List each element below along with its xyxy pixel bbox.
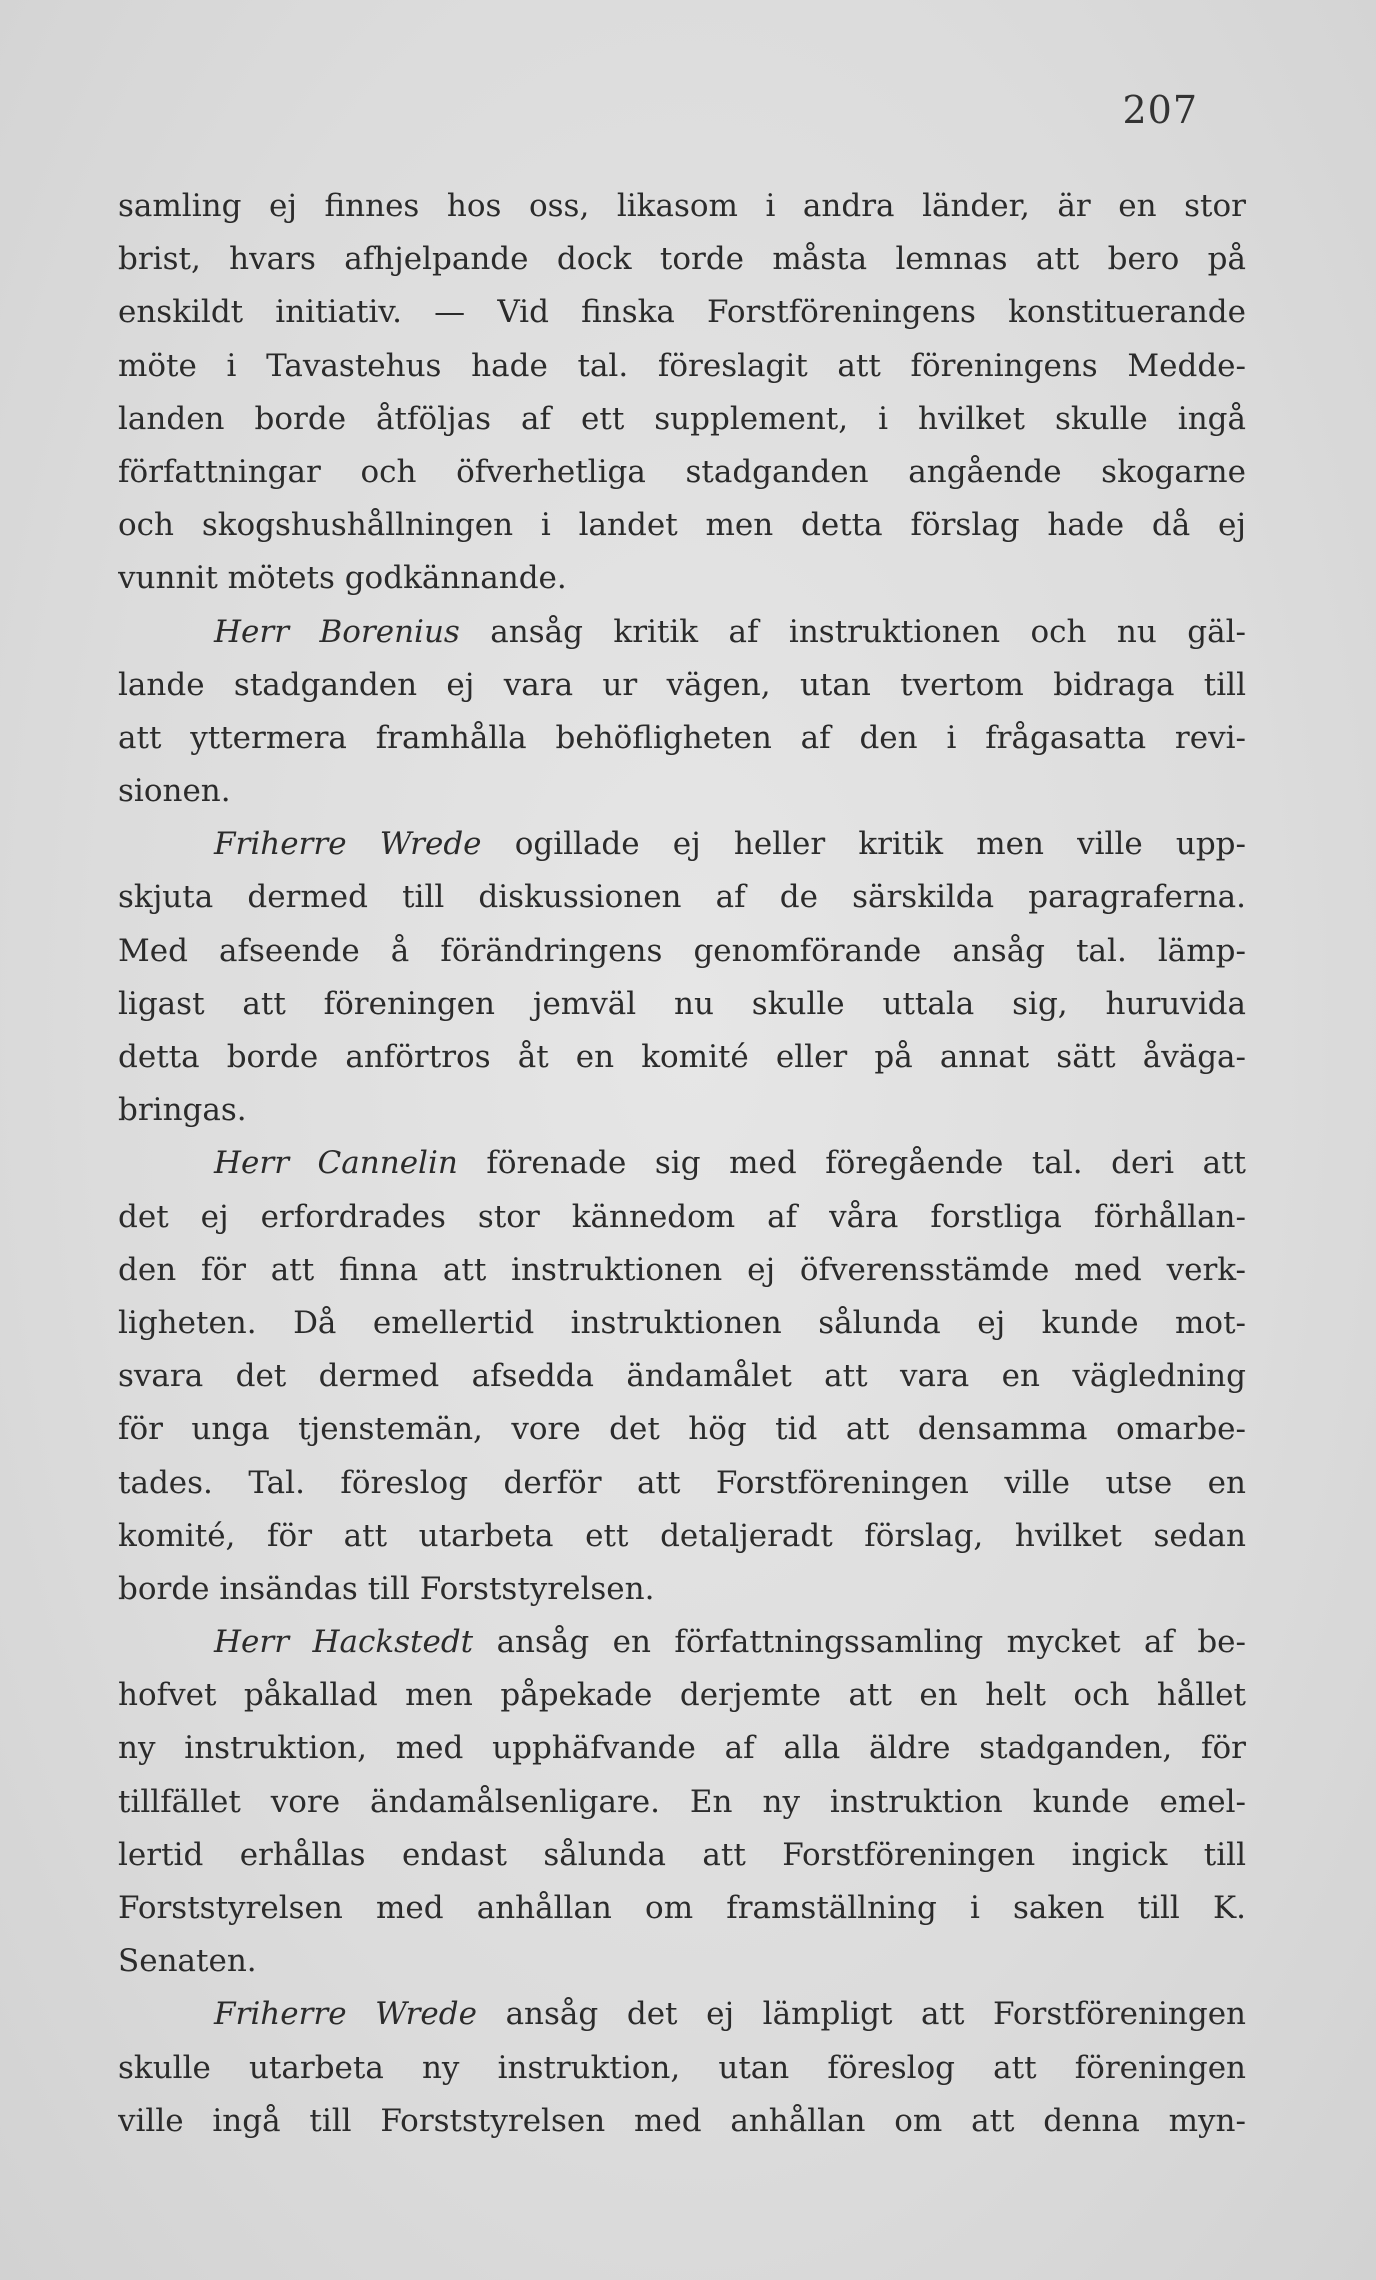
page-number: 207 [1122, 88, 1198, 132]
paragraph-wrede-2 [118, 1988, 1246, 2148]
paragraph-wrede-1 [118, 818, 1246, 1137]
paragraph-borenius [118, 606, 1246, 819]
text-line-first [118, 1988, 1246, 2041]
text-line: skjuta dermed till diskussionen af de särskilda paragraferna. [118, 879, 1246, 916]
text-line: vunnit mötets godkännande. [118, 560, 567, 597]
text-line: för unga tjenstemän, vore det hög tid att densamma omarbe- [118, 1411, 1246, 1448]
text-line: ligheten. Då emellertid instruktionen sålunda ej kunde mot- [118, 1304, 1246, 1341]
text-line: författningar och öfverhetliga stadganden angående skogarne [118, 453, 1246, 490]
speaker-name: Herr Hackstedt [214, 1624, 474, 1661]
text-line: svara det dermed afsedda ändamålet att vara en vägledning [118, 1358, 1246, 1395]
text-line: tades. Tal. föreslog derför att Forstföreningen ville utse en [118, 1464, 1246, 1501]
text-line-content: ansåg det ej lämpligt att Forstföreningen [505, 1996, 1246, 2033]
text-line: komité, för att utarbeta ett detaljeradt förslag, hvilket sedan [118, 1517, 1246, 1554]
text-line: Forststyrelsen med anhållan om framställning i saken till K. [118, 1890, 1246, 1926]
text-line: Med afseende å förändringens genomförande ansåg tal. lämp- [118, 932, 1246, 969]
text-line: lertid erhållas endast sålunda att Forstföreningen ingick till [118, 1836, 1246, 1873]
text-line: skulle utarbeta ny instruktion, utan föreslog att föreningen [118, 2049, 1246, 2086]
speaker-name: Herr Borenius [214, 613, 460, 650]
body-text [118, 180, 1246, 2148]
text-line: den för att finna att instruktionen ej öfverensstämde med verk- [118, 1251, 1246, 1288]
text-line: detta borde anförtros åt en komité eller på annat sätt åväga- [118, 1039, 1246, 1075]
paragraph-continuation [118, 180, 1246, 606]
text-line: landen borde åtföljas af ett supplement, i hvilket skulle ingå [118, 400, 1246, 437]
text-line-first [118, 1616, 1246, 1669]
text-line: ligast att föreningen jemväl nu skulle uttala sig, huruvida [118, 985, 1246, 1022]
text-line: borde insändas till Forststyrelsen. [118, 1570, 655, 1607]
text-line: möte i Tavastehus hade tal. föreslagit att föreningens Medde- [118, 347, 1246, 384]
paragraph-cannelin [118, 1137, 1246, 1616]
text-line-content: ogillade ej heller kritik men ville upp- [514, 826, 1246, 863]
text-line-content: ansåg kritik af instruktionen och nu gäl- [490, 613, 1246, 650]
text-line: sionen. [118, 773, 231, 810]
speaker-name: Friherre Wrede [214, 826, 482, 863]
text-line: ville ingå till Forststyrelsen med anhållan om att denna myn- [118, 2102, 1246, 2139]
text-line: hofvet påkallad men påpekade derjemte att en helt och hållet [118, 1677, 1246, 1714]
text-line-content: ansåg en författningssamling mycket af be- [496, 1624, 1246, 1661]
text-line: och skogshushållningen i landet men detta förslag hade då ej [118, 507, 1246, 544]
text-line: brist, hvars afhjelpande dock torde måsta lemnas att bero på [118, 241, 1246, 278]
speaker-name: Herr Cannelin [214, 1145, 458, 1182]
text-line: tillfället vore ändamålsenligare. En ny instruktion kunde emel- [118, 1783, 1246, 1820]
text-line-first [118, 606, 1246, 659]
text-line-first [118, 1137, 1246, 1190]
text-line: enskildt initiativ. — Vid finska Forstföreningens konstituerande [118, 294, 1246, 331]
text-line-first [118, 818, 1246, 871]
text-line: ny instruktion, med upphäfvande af alla äldre stadganden, för [118, 1730, 1246, 1767]
text-line: Senaten. [118, 1943, 257, 1980]
paragraph-hackstedt [118, 1616, 1246, 1988]
text-line: samling ej finnes hos oss, likasom i andra länder, är en stor [118, 188, 1246, 224]
text-line: att yttermera framhålla behöfligheten af den i frågasatta revi- [118, 719, 1246, 756]
text-line: bringas. [118, 1092, 247, 1129]
text-line: det ej erfordrades stor kännedom af våra forstliga förhållan- [118, 1198, 1246, 1235]
text-line-content: förenade sig med föregående tal. deri att [486, 1145, 1246, 1182]
text-line: lande stadganden ej vara ur vägen, utan tvertom bidraga till [118, 666, 1246, 703]
speaker-name: Friherre Wrede [214, 1996, 477, 2033]
